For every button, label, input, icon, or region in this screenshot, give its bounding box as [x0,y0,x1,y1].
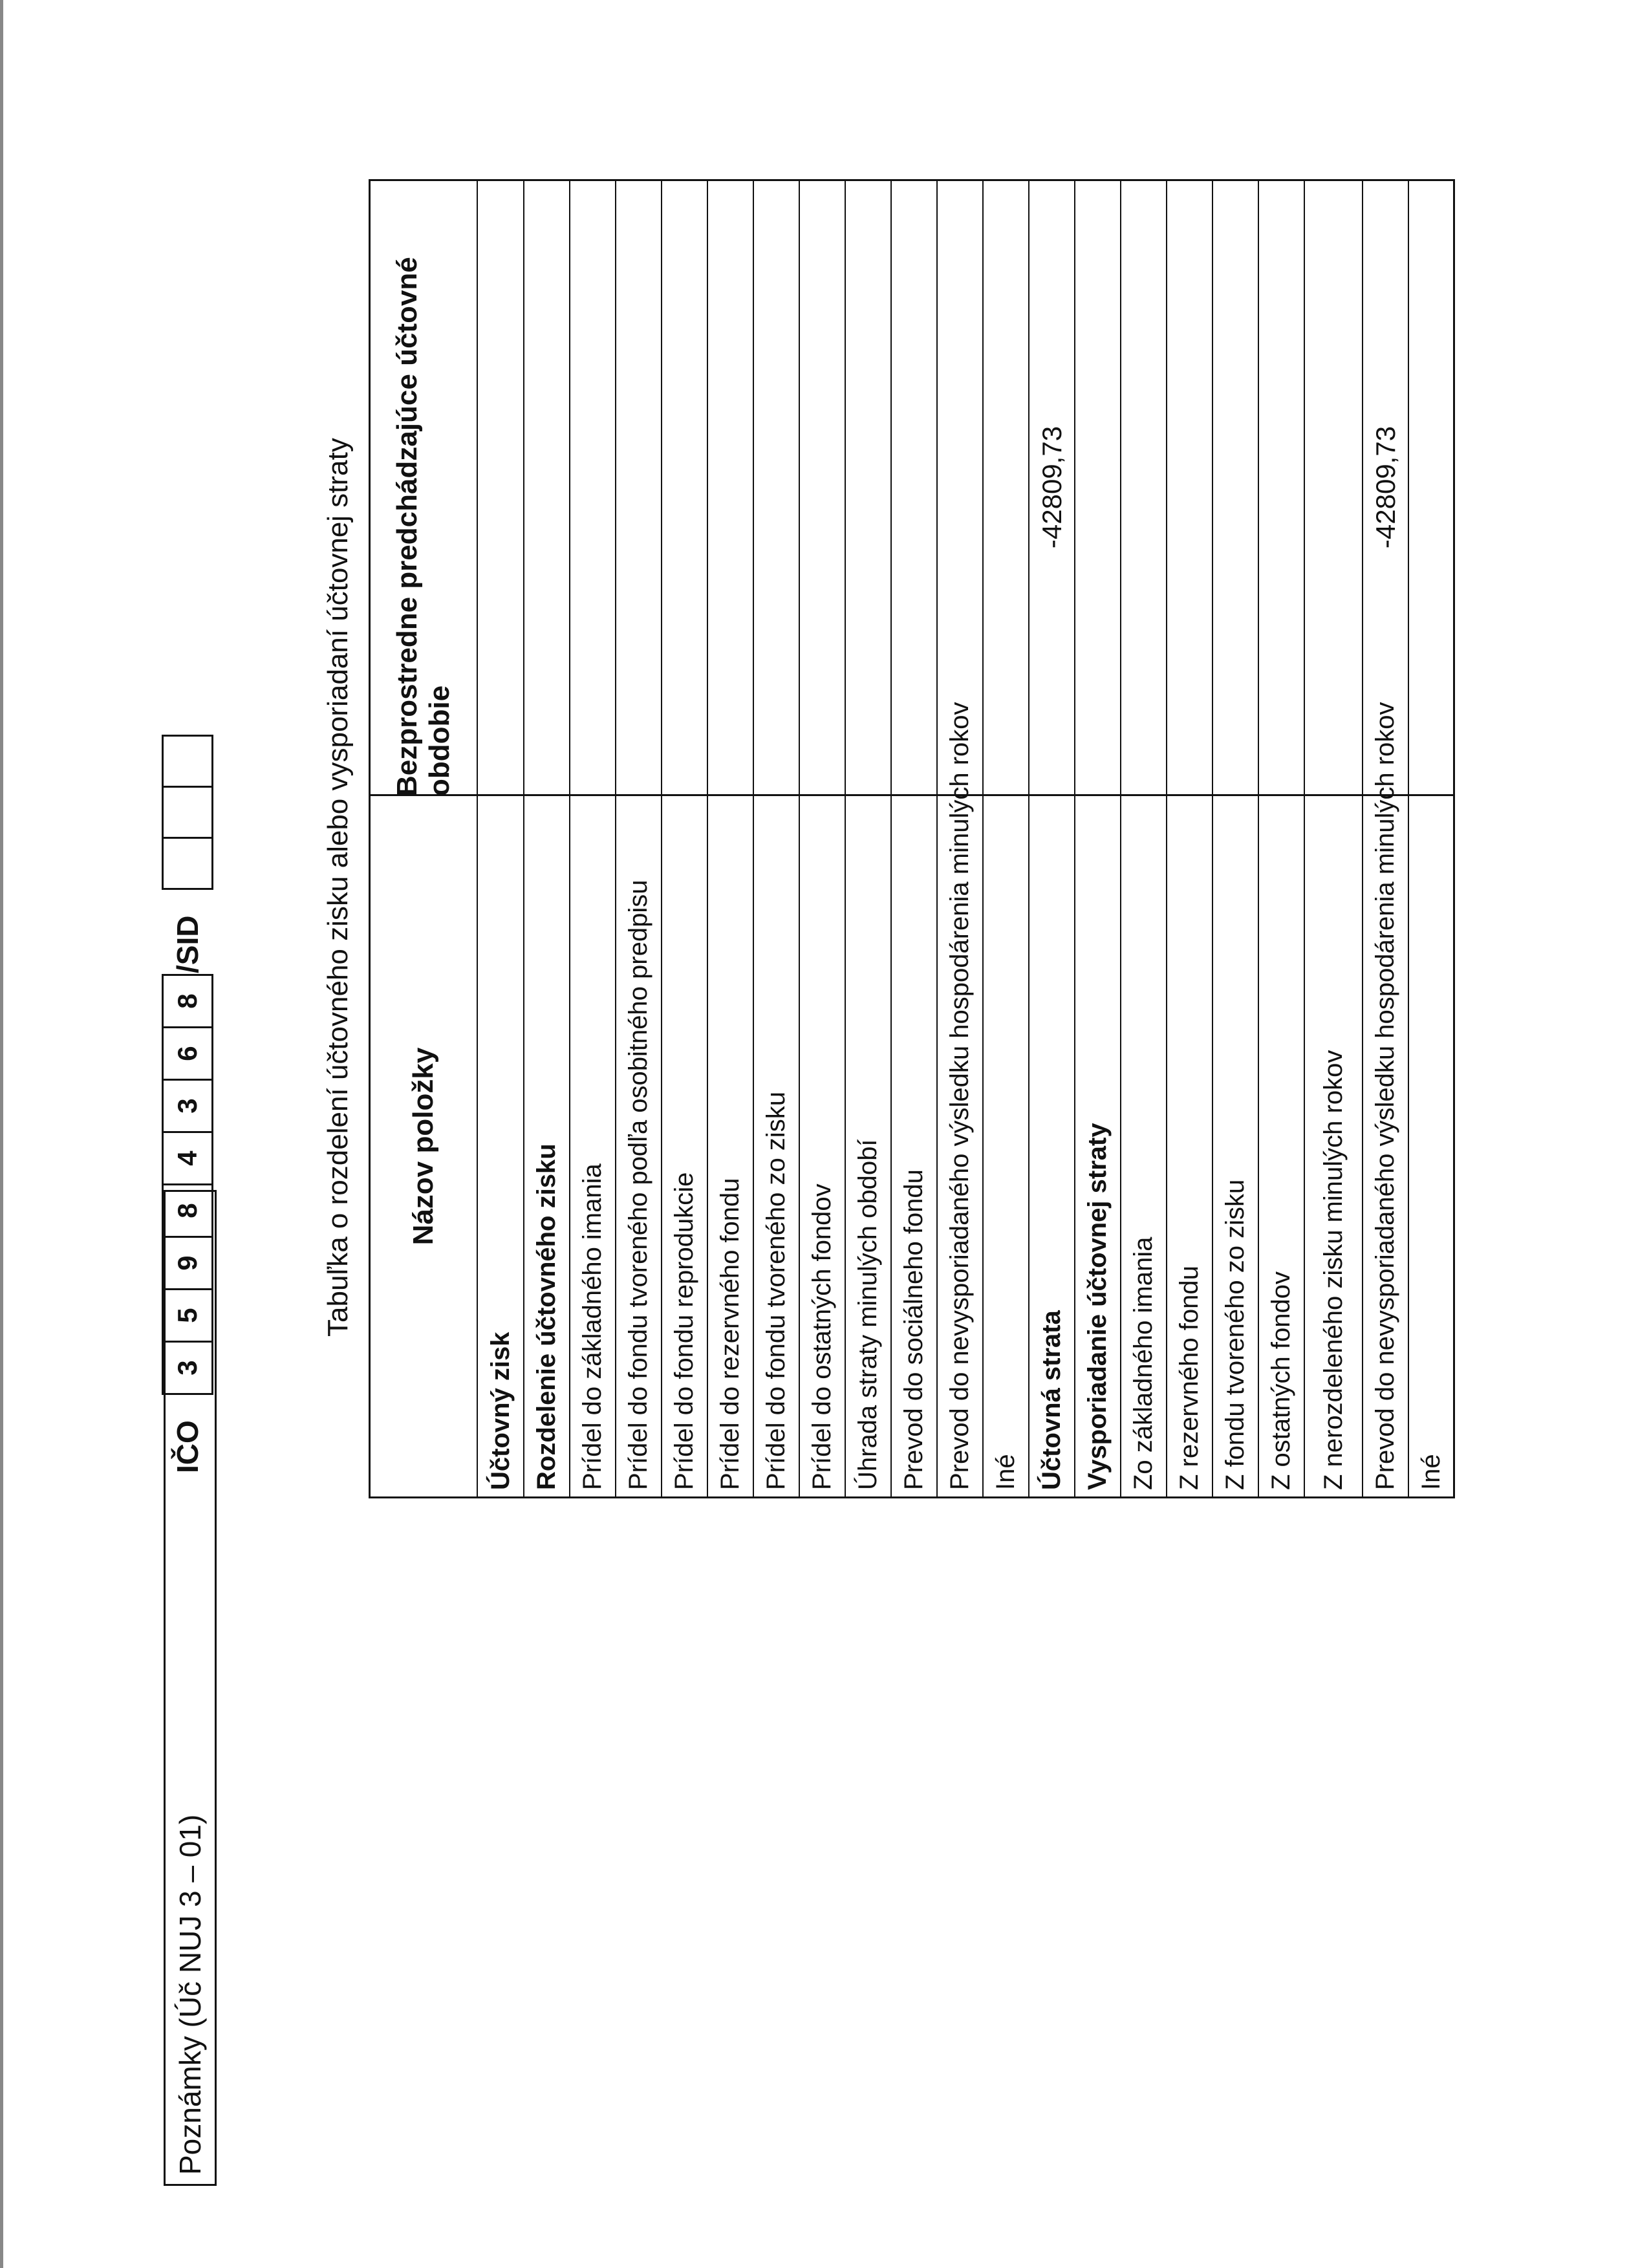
ico-digit: 5 [162,1288,213,1343]
table-row [936,181,982,1496]
ico-digit: 6 [162,1026,213,1081]
row-value [1121,178,1166,796]
row-value [1409,178,1453,796]
row-name: Iné [1416,1454,1445,1490]
table-row [1120,181,1166,1496]
table-row [1258,181,1304,1496]
sid-label: /SID [171,915,204,973]
table-title: Tabuľka o rozdelení účtovného zisku alebo vysporiadaní účtovnej straty [322,438,354,1337]
column-divider [371,794,1453,796]
row-value: -42809,73 [1370,426,1401,549]
row-value [800,178,845,796]
row-value [1259,178,1304,796]
notes-label: Poznámky (Úč NUJ 3 – 01) [173,1814,207,2175]
row-name: Prídel do fondu tvoreného podľa osobitného predpisu [624,880,652,1490]
row-name: Prevod do nevysporiadaného výsledku hospodárenia minulých rokov [945,702,974,1490]
row-value [846,178,890,796]
row-value [524,178,569,796]
row-name: Prídel do ostatných fondov [808,1183,836,1490]
ico-digit: 9 [162,1236,213,1290]
row-name: Úhrada straty minulých období [854,1139,882,1490]
table-row [1074,181,1120,1496]
table-row [753,181,799,1496]
table-row [523,181,569,1496]
row-value [892,178,936,796]
row-name: Prídel do základného imania [578,1163,607,1490]
row-name: Prídel do fondu tvoreného zo zisku [762,1092,790,1490]
row-value [1305,178,1362,796]
ico-digit-boxes [162,974,213,1393]
table-row [1212,181,1258,1496]
table-row [982,181,1028,1496]
table-row [1362,181,1408,1496]
row-value [662,178,707,796]
row-value: -42809,73 [1036,426,1067,549]
row-value [1213,178,1258,796]
row-name: Vysporiadanie účtovnej straty [1083,1123,1112,1490]
row-name: Prevod do nevysporiadaného výsledku hospodárenia minulých rokov [1371,702,1399,1490]
ico-digit: 8 [162,974,213,1028]
row-name: Rozdelenie účtovného zisku [532,1143,561,1490]
table-row [1304,181,1362,1496]
sid-digit [162,786,213,839]
row-name: Z ostatných fondov [1267,1271,1295,1490]
row-name: Z nerozdeleného zisku minulých rokov [1319,1050,1348,1490]
row-name: Z rezervného fondu [1175,1266,1203,1490]
row-name: Iné [991,1454,1020,1490]
ico-digit: 4 [162,1131,213,1185]
row-name: Z fondu tvoreného zo zisku [1221,1179,1249,1490]
table-row [1028,181,1074,1496]
row-name: Prídel do fondu reprodukcie [670,1172,698,1490]
table-row [615,181,661,1496]
row-value [570,178,615,796]
row-value [1075,178,1120,796]
row-value [1167,178,1212,796]
ico-label: IČO [171,1420,204,1473]
profit-loss-table [369,179,1455,1498]
row-value [478,178,523,796]
table-row [707,181,753,1496]
row-name: Prídel do rezervného fondu [716,1178,744,1490]
table-row [477,181,523,1496]
header-value: Bezprostredne predchádzajúce účtovné obdobie [391,257,455,796]
table-row [890,181,936,1496]
header-name: Názov položky [407,1047,439,1246]
table-row [799,181,845,1496]
table-row [1166,181,1212,1496]
row-value [938,178,982,796]
sid-digit-boxes [162,735,213,888]
row-value [754,178,799,796]
ico-digit: 3 [162,1079,213,1133]
row-name: Prevod do sociálneho fondu [900,1169,928,1490]
table-row [1408,181,1453,1496]
sid-digit [162,735,213,788]
row-value [708,178,753,796]
table-row [661,181,707,1496]
row-value [984,178,1028,796]
table-row [845,181,890,1496]
row-name: Účtovná strata [1037,1310,1066,1490]
row-name: Zo základného imania [1129,1237,1158,1490]
table-row [569,181,615,1496]
ico-digit: 8 [162,1183,213,1238]
row-name: Účtovný zisk [486,1332,515,1490]
ico-digit: 3 [162,1341,213,1395]
table-header-row [371,181,477,1496]
sid-digit [162,837,213,890]
row-value [616,178,661,796]
